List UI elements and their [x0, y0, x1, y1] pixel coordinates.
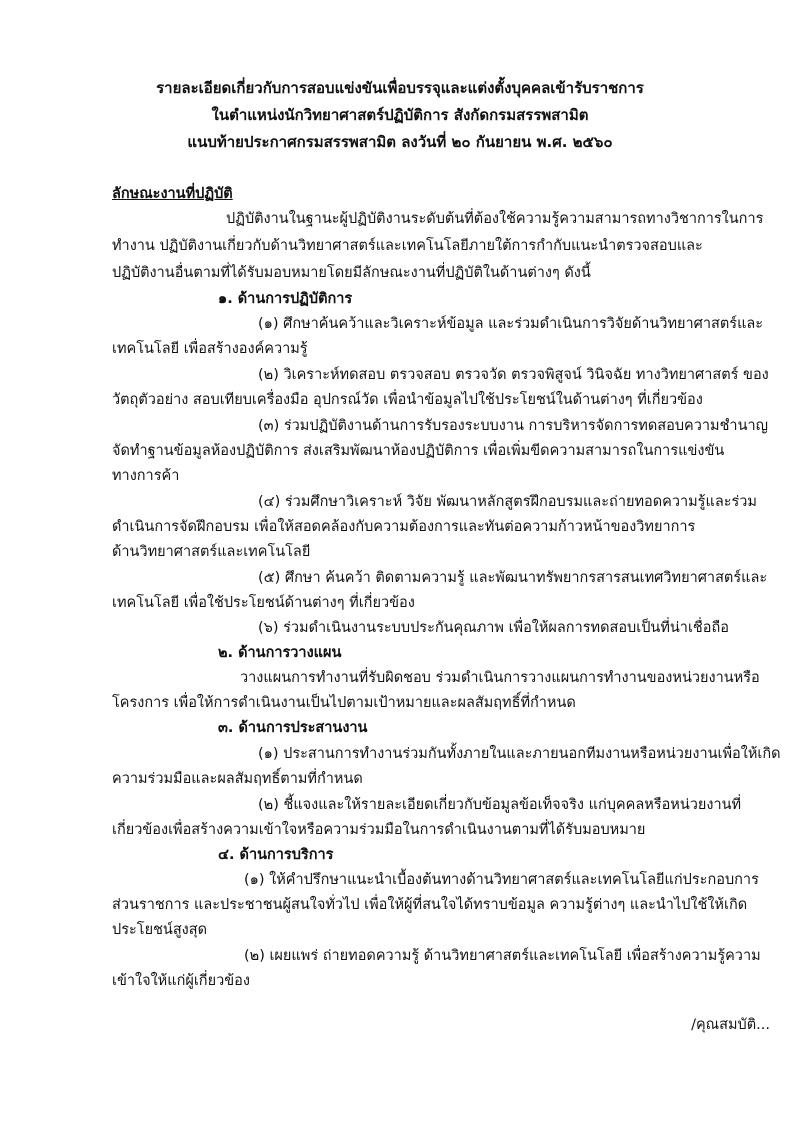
- section-1-title: ๑. ด้านการปฏิบัติการ: [218, 291, 353, 307]
- paragraph-line: วางแผนการทำงานที่รับผิดชอบ ร่วมดำเนินการวางแผนการทำงานของหน่วยงานหรือ: [240, 670, 760, 686]
- list-item-line: (๔) ร่วมศึกษาวิเคราะห์ วิจัย พัฒนาหลักสูตรฝึกอบรมและถ่ายทอดความรู้และร่วม: [258, 494, 757, 510]
- list-item-line: ประโยชน์สูงสุด: [112, 922, 208, 938]
- section-title: ลักษณะงานที่ปฏิบัติ: [112, 186, 233, 202]
- section-4-title: ๔. ด้านการบริการ: [218, 847, 334, 863]
- intro-line: ปฏิบัติงานในฐานะผู้ปฏิบัติงานระดับต้นที่ต้องใช้ความรู้ความสามารถทางวิชาการในการ: [226, 211, 764, 227]
- list-item-line: ส่วนราชการ และประชาชนผู้สนใจทั่วไป เพื่อให้ผู้ที่สนใจได้ทราบข้อมูล ความรู้ต่างๆ และนำไปใช้ให้เกิด: [112, 897, 748, 913]
- list-item-line: เกี่ยวข้องเพื่อสร้างความเข้าใจหรือความร่วมมือในการดำเนินงานตามที่ได้รับมอบหมาย: [112, 822, 646, 838]
- continuation-note: /คุณสมบัติ...: [691, 1017, 770, 1033]
- section-3-title: ๓. ด้านการประสานงาน: [218, 720, 368, 736]
- list-item-line: (๓) ร่วมปฏิบัติงานด้านการรับรองระบบงาน การบริหารจัดการทดสอบความชำนาญ: [258, 418, 768, 434]
- list-item-line: (๖) ร่วมดำเนินงานระบบประกันคุณภาพ เพื่อให้ผลการทดสอบเป็นที่น่าเชื่อถือ: [258, 620, 729, 636]
- list-item-line: วัตถุตัวอย่าง สอบเทียบเครื่องมือ อุปกรณ์วัด เพื่อนำข้อมูลไปใช้ประโยชน์ในด้านต่างๆ ที่เกี่ยวข้อง: [112, 392, 703, 408]
- list-item-line: (๑) ประสานการทำงานร่วมกันทั้งภายในและภายนอกทีมงานหรือหน่วยงานเพื่อให้เกิด: [258, 746, 781, 762]
- list-item-line: ความร่วมมือและผลสัมฤทธิ์ตามที่กำหนด: [112, 771, 363, 787]
- list-item-line: เทคโนโลยี เพื่อสร้างองค์ความรู้: [112, 341, 308, 357]
- list-item-line: ด้านวิทยาศาสตร์และเทคโนโลยี: [112, 544, 311, 560]
- list-item-line: เข้าใจให้แก่ผู้เกี่ยวข้อง: [112, 973, 250, 989]
- header-line-2: ในตำแหน่งนักวิทยาศาสตร์ปฏิบัติการ สังกัดกรมสรรพสามิต: [211, 106, 589, 124]
- list-item-line: ดำเนินการจัดฝึกอบรม เพื่อให้สอดคล้องกับความต้องการและทันต่อความก้าวหน้าของวิทยาการ: [112, 519, 696, 535]
- intro-line: ปฏิบัติงานอื่นตามที่ได้รับมอบหมายโดยมีลักษณะงานที่ปฏิบัติในด้านต่างๆ ดังนี้: [112, 265, 591, 281]
- list-item-line: (๑) ศึกษาค้นคว้าและวิเคราะห์ข้อมูล และร่วมดำเนินการวิจัยด้านวิทยาศาสตร์และ: [258, 316, 764, 332]
- list-item-line: (๑) ให้คำปรึกษาแนะนำเบื้องต้นทางด้านวิทยาศาสตร์และเทคโนโลยีแก่ประกอบการ: [244, 872, 759, 888]
- list-item-line: (๒) เผยแพร่ ถ่ายทอดความรู้ ด้านวิทยาศาสตร์และเทคโนโลยี เพื่อสร้างความรู้ความ: [244, 948, 761, 964]
- section-2-title: ๒. ด้านการวางแผน: [218, 645, 342, 661]
- list-item-line: (๒) ชี้แจงและให้รายละเอียดเกี่ยวกับข้อมูลข้อเท็จจริง แก่บุคคลหรือหน่วยงานที่: [258, 797, 742, 813]
- list-item-line: เทคโนโลยี เพื่อใช้ประโยชน์ด้านต่างๆ ที่เกี่ยวข้อง: [112, 595, 415, 611]
- header-line-1: รายละเอียดเกี่ยวกับการสอบแข่งขันเพื่อบรรจุและแต่งตั้งบุคคลเข้ารับราชการ: [156, 79, 644, 97]
- list-item-line: ทางการค้า: [112, 468, 180, 484]
- list-item-line: (๒) วิเคราะห์ทดสอบ ตรวจสอบ ตรวจวัด ตรวจพิสูจน์ วินิจฉัย ทางวิทยาศาสตร์ ของ: [258, 367, 769, 383]
- header-line-3: แนบท้ายประกาศกรมสรรพสามิต ลงวันที่ ๒๐ กันยายน พ.ศ. ๒๕๖๐: [187, 133, 613, 151]
- paragraph-line: โครงการ เพื่อให้การดำเนินงานเป็นไปตามเป้าหมายและผลสัมฤทธิ์ที่กำหนด: [112, 695, 576, 711]
- list-item-line: (๕) ศึกษา ค้นคว้า ติดตามความรู้ และพัฒนาทรัพยากรสารสนเทศวิทยาศาสตร์และ: [258, 570, 768, 586]
- list-item-line: จัดทำฐานข้อมูลห้องปฏิบัติการ ส่งเสริมพัฒนาห้องปฏิบัติการ เพื่อเพิ่มขีดความสามารถในการแข่งขัน: [112, 443, 725, 459]
- intro-line: ทำงาน ปฏิบัติงานเกี่ยวกับด้านวิทยาศาสตร์และเทคโนโลยีภายใต้การกำกับแนะนำตรวจสอบและ: [112, 238, 703, 254]
